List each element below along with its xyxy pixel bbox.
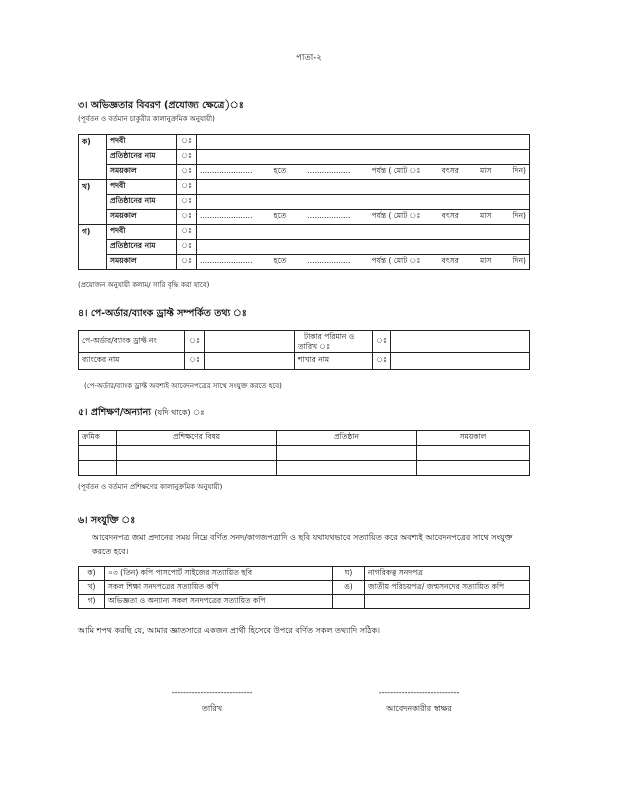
attachment-right-item: জাতীয় পরিচয়পত্র/ জন্মসনদের সত্যায়িত কপি [365, 581, 530, 595]
period-text [200, 166, 526, 178]
experience-post-label: পদবী [107, 135, 177, 150]
training-cell[interactable] [277, 446, 417, 461]
training-cell[interactable] [117, 446, 277, 461]
training-cell[interactable] [117, 461, 277, 476]
training-cell[interactable] [79, 461, 117, 476]
experience-org-label: প্রতিষ্ঠানের নাম [107, 195, 177, 210]
experience-row [79, 210, 530, 225]
training-heading-extra: (যদি থাকে) ঃ [154, 408, 205, 417]
period-day: দিন) [512, 211, 526, 220]
period-year: বৎসর [441, 166, 459, 175]
amount-label-line1: টাকার পরিমান ও [304, 331, 355, 341]
date-line: ---------------------------- [171, 688, 253, 697]
experience-post-label: পদবী [107, 225, 177, 240]
experience-row [79, 165, 530, 180]
branch-name-label: শাখার নাম [295, 353, 373, 370]
period-to: পর্যন্ত ( মোট ঃ [371, 211, 421, 220]
period-from: হতে [273, 211, 287, 220]
attachment-left-item: ০৩ (তিন) কপি পাসপোর্ট সাইজের সত্যায়িত ছবি [105, 567, 333, 581]
experience-period-value[interactable] [197, 165, 530, 180]
attachment-right-number: ঘ) [333, 567, 365, 581]
bank-name-value[interactable] [205, 353, 295, 370]
attachment-left-item: অভিজ্ঞতা ও অন্যান্য সকল সনদপত্রের সত্যায়িত কপি [105, 595, 333, 609]
period-day: দিন) [512, 166, 526, 175]
period-dots2: .................. [307, 256, 351, 265]
training-cell[interactable] [277, 461, 417, 476]
amount-date-value[interactable] [391, 331, 530, 353]
experience-period-label: সময়কাল [107, 165, 177, 180]
attachment-left-item: সকল শিক্ষা সনদপত্রের সত্যায়িত কপি [105, 581, 333, 595]
colon: ঃ [177, 210, 197, 225]
period-day: দিন) [512, 256, 526, 265]
period-dots2: .................. [307, 166, 351, 175]
experience-group-letter: গ) [79, 225, 107, 270]
attachment-left-number: গ) [79, 595, 105, 609]
period-to: পর্যন্ত ( মোট ঃ [371, 166, 421, 175]
attachment-left-number: ক) [79, 567, 105, 581]
colon: ঃ [177, 165, 197, 180]
period-dots1: ...................... [200, 211, 253, 220]
experience-row [79, 180, 530, 195]
period-year: বৎসর [441, 211, 459, 220]
draft-table [78, 330, 530, 370]
training-footnote: (পূর্বতন ও বর্তমান প্রশিক্ষণের কালানুক্রমিক অনুযায়ী) [78, 483, 223, 491]
period-dots2: .................. [307, 211, 351, 220]
attachment-right-number: ঙ) [333, 581, 365, 595]
attachment-row [79, 595, 530, 609]
colon: ঃ [177, 135, 197, 150]
colon: ঃ [177, 195, 197, 210]
attachments-heading: ৬। সংযুক্তি ঃ [78, 515, 136, 526]
experience-period-value[interactable] [197, 210, 530, 225]
experience-table [78, 134, 530, 270]
oath-statement: আমি শপথ করছি যে, আমার জ্ঞাতসারে একজন প্রার্থী হিসেবে উপরে বর্ণিত সকল তথ্যাদি সঠিক। [78, 626, 381, 635]
experience-value[interactable] [197, 150, 530, 165]
attachments-instruction: আবেদনপত্র জমা প্রদানের সময় নিম্নে বর্ণিত সনদ/কাগজপত্রাদি ও ছবি যথাযথভাবে সত্যায়িত করে অবশ্যই আবেদনপত্রের সাথে সংযুক্ত করতে হবে। [92, 533, 513, 556]
experience-value[interactable] [197, 240, 530, 255]
training-cell[interactable] [417, 461, 530, 476]
colon: ঃ [373, 331, 391, 353]
training-table [78, 430, 530, 476]
experience-group-letter: ক) [79, 135, 107, 180]
period-dots1: ...................... [200, 166, 253, 175]
experience-group-letter: খ) [79, 180, 107, 225]
period-from: হতে [273, 166, 287, 175]
signature-line: ---------------------------- [378, 688, 460, 697]
colon: ঃ [177, 180, 197, 195]
period-year: বৎসর [441, 256, 459, 265]
experience-value[interactable] [197, 225, 530, 240]
attachments-table [78, 566, 530, 609]
period-month: মাস [480, 211, 492, 220]
period-month: মাস [480, 166, 492, 175]
experience-heading: ৩। অভিজ্ঞতার বিবরণ (প্রযোজ্য ক্ষেত্রে)ঃ [78, 100, 244, 111]
experience-row [79, 240, 530, 255]
experience-value[interactable] [197, 180, 530, 195]
training-header-serial: ক্রমিক [79, 431, 117, 446]
experience-row [79, 135, 530, 150]
period-dots1: ...................... [200, 256, 253, 265]
colon: ঃ [185, 353, 205, 370]
period-text [200, 256, 526, 268]
draft-number-label: পে-অর্ডার/ব্যাংক ড্রাফ্ট নং [79, 331, 185, 353]
attachment-right-item: নাগরিকত্ব সনদপত্র [365, 567, 530, 581]
colon: ঃ [373, 353, 391, 370]
training-header-subject: প্রশিক্ষণের বিষয় [117, 431, 277, 446]
experience-footnote: (প্রয়োজন অনুযায়ী কলাম/ সারি বৃদ্ধি করা যাবে) [78, 281, 210, 289]
date-label: তারিখ [201, 704, 223, 713]
training-heading [78, 406, 205, 421]
experience-value[interactable] [197, 195, 530, 210]
experience-value[interactable] [197, 135, 530, 150]
experience-org-label: প্রতিষ্ঠানের নাম [107, 240, 177, 255]
attachment-left-number: খ) [79, 581, 105, 595]
period-text [200, 211, 526, 223]
training-heading-main: ৫। প্রশিক্ষণ/অন্যান্য [78, 407, 152, 418]
branch-name-value[interactable] [391, 353, 530, 370]
experience-org-label: প্রতিষ্ঠানের নাম [107, 150, 177, 165]
training-cell[interactable] [417, 446, 530, 461]
signature-label: আবেদনকারীর স্বাক্ষর [386, 704, 452, 713]
period-from: হতে [273, 256, 287, 265]
experience-subnote: (পূর্বতন ও বর্তমান চাকুরীর কালানুক্রমিক অনুযায়ী) [78, 115, 215, 123]
attachment-right-item [365, 595, 530, 609]
colon: ঃ [177, 150, 197, 165]
experience-period-label: সময়কাল [107, 210, 177, 225]
attachment-right-number [333, 595, 365, 609]
training-header-period: সময়কাল [417, 431, 530, 446]
period-to: পর্যন্ত ( মোট ঃ [371, 256, 421, 265]
attachment-row [79, 581, 530, 595]
amount-date-label [295, 331, 373, 353]
experience-post-label: পদবী [107, 180, 177, 195]
draft-heading: ৪। পে-অর্ডার/ব্যাংক ড্রাফ্ট সম্পর্কিত তথ্য ঃ [78, 308, 247, 319]
attachment-row [79, 567, 530, 581]
colon: ঃ [177, 255, 197, 270]
draft-footnote: (পে-অর্ডার/ব্যাংক ড্রাফ্ট অবশ্যই আবেদনপত্রের সাথে সংযুক্ত করতে হবে) [84, 382, 282, 390]
colon: ঃ [177, 225, 197, 240]
experience-row [79, 195, 530, 210]
amount-label-line2: তারিখ ঃ [298, 341, 331, 351]
experience-period-label: সময়কাল [107, 255, 177, 270]
experience-row [79, 225, 530, 240]
colon: ঃ [177, 240, 197, 255]
experience-row [79, 150, 530, 165]
page-number: পাতা-২ [296, 53, 322, 63]
training-header-institute: প্রতিষ্ঠান [277, 431, 417, 446]
experience-period-value[interactable] [197, 255, 530, 270]
draft-number-value[interactable] [205, 331, 295, 353]
training-cell[interactable] [79, 446, 117, 461]
experience-row [79, 255, 530, 270]
colon: ঃ [185, 331, 205, 353]
bank-name-label: ব্যাংকের নাম [79, 353, 185, 370]
period-month: মাস [480, 256, 492, 265]
